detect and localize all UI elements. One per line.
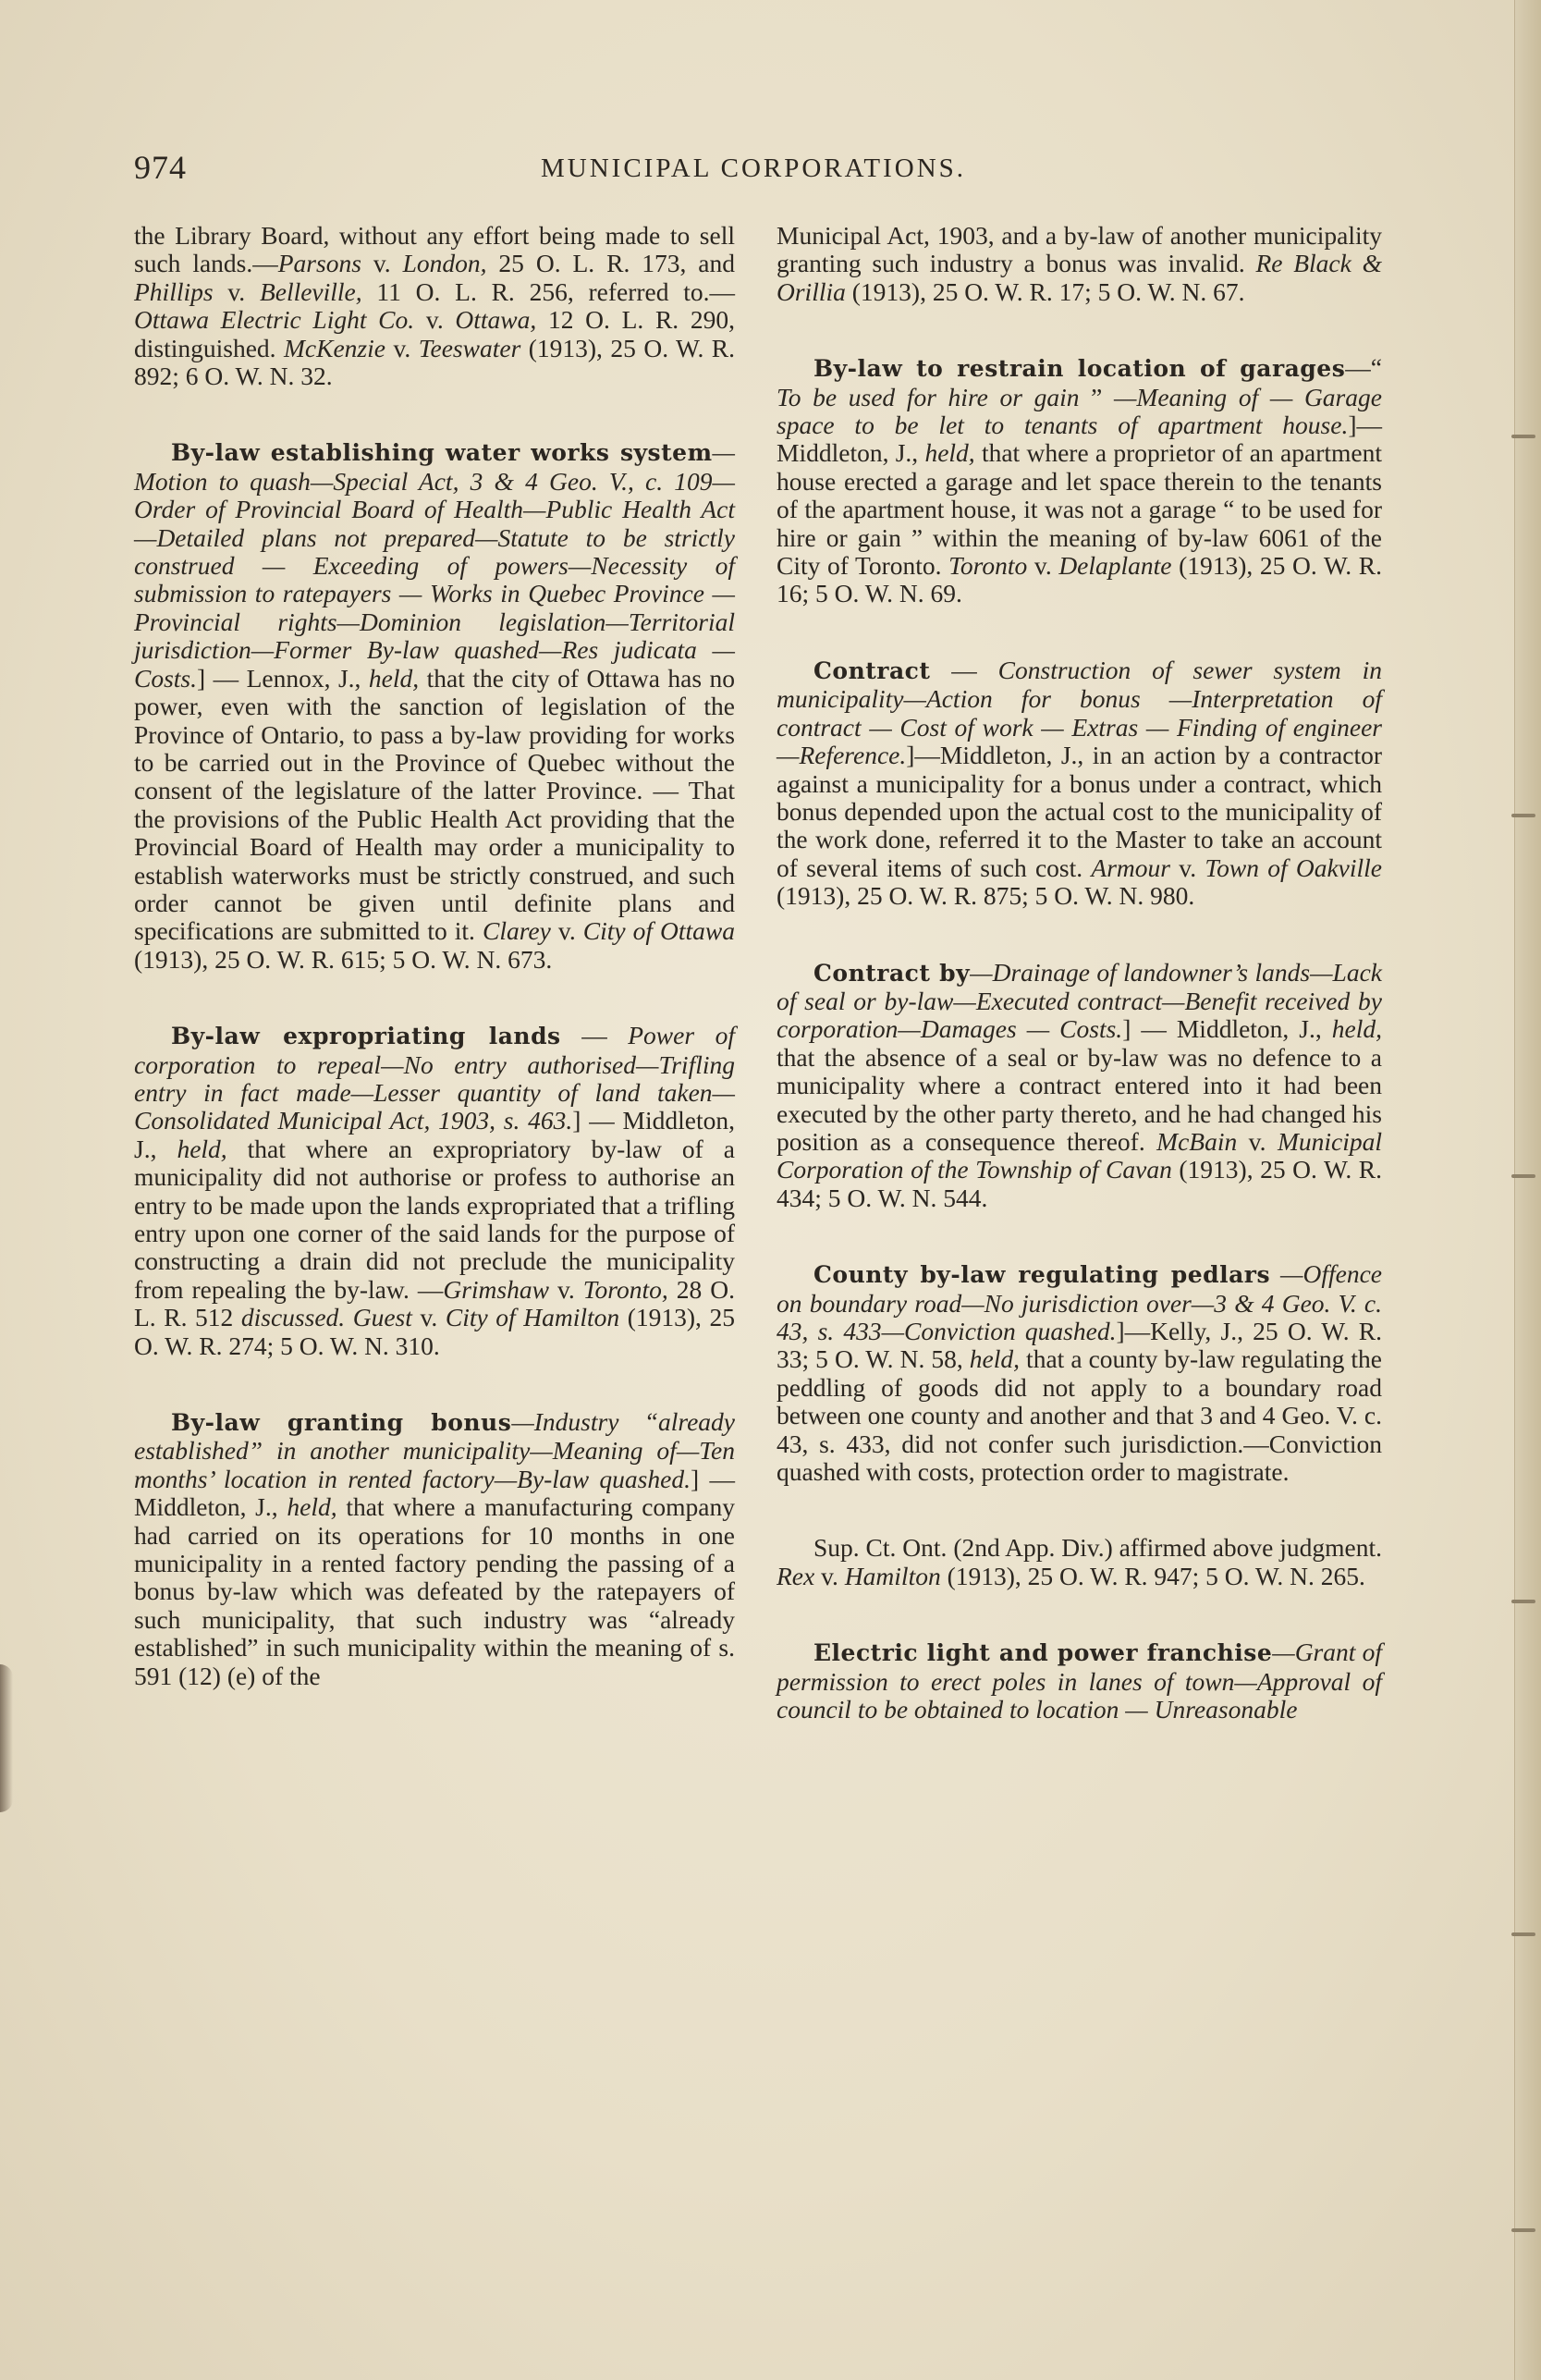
entry-text: Sup. Ct. Ont. (2nd App. Div.) affirmed above judgment.	[813, 1533, 1382, 1563]
entry-text: Town of Oakville	[1205, 853, 1382, 882]
entry-text: ] — Lennox, J.,	[197, 663, 369, 693]
edge-mark	[1511, 1932, 1535, 1936]
binding-shadow	[0, 1664, 13, 1812]
entry-text: Clarey	[482, 916, 551, 946]
entry-text: —Drainage of landowner’s lands—Lack of seal or by-law—Executed contract—Benefit received by corporation—Damages — Costs.	[777, 957, 1382, 1044]
entry-text: Phillips	[134, 276, 214, 306]
digest-entry-cont-municipal-act	[777, 222, 1382, 306]
digest-entry-by-law-expropriating	[134, 1022, 735, 1360]
entry-text: —	[930, 655, 998, 684]
edge-mark	[1511, 814, 1535, 817]
entry-text: held,	[924, 438, 975, 468]
entry-text: ]—Middleton, J.,	[777, 411, 1382, 468]
entry-text: Toronto,	[582, 1274, 668, 1304]
entry-text: (1913), 25 O. W. R. 17; 5 O. W. N. 67.	[845, 276, 1245, 306]
entry-text: held,	[177, 1134, 227, 1163]
entry-text: v.	[550, 916, 583, 946]
digest-entry-by-law-garages	[777, 354, 1382, 608]
entry-text: (1913), 25 O. W. R. 615; 5 O. W. N. 673.	[134, 944, 553, 974]
right-column	[777, 222, 1382, 1772]
digest-entry-contract-sewer	[777, 656, 1382, 911]
entry-text: that where a manufacturing company had carried on its operations for 10 months in one municipality in a rented factory pending the passing of a bonus by-law which was defeated by the ratepayers of such municipality, that such industry was “already established” in such municipality within the meaning of s. 591 (12) (e) of the	[134, 1492, 735, 1690]
entry-text: v.	[385, 333, 419, 362]
entry-text: the Library Board, without any effort being made to sell such lands.—	[134, 221, 735, 278]
entry-text: that where an expropriatory by-law of a municipality did not authorise or profess to authorise an entry to be made upon the lands expropriated that a trifling entry upon one corner of the said lands for the purpose of constructing a drain did not preclude the municipality from repealing the by-law. —	[134, 1134, 736, 1304]
entry-text: held,	[969, 1344, 1021, 1374]
entry-text: v.	[411, 1303, 446, 1332]
entry-text: v.	[213, 276, 260, 306]
entry-text: Grimshaw	[443, 1274, 549, 1304]
entry-heading: By-law to restrain location of garages	[813, 355, 1346, 383]
entry-text: Municipal Act, 1903, and a by-law of another municipality granting such industry a bonus was invalid.	[777, 221, 1382, 278]
entry-text: (1913), 25 O. W. R. 892; 6 O. W. N. 32.	[134, 333, 736, 391]
entry-text: v.	[814, 1561, 845, 1590]
entry-text: ] —Middleton, J.,	[134, 1464, 735, 1522]
entry-text: (1913), 25 O. W. R. 947; 5 O. W. N. 265.	[940, 1561, 1365, 1590]
digest-entry-county-by-law-pedlars-appeal	[777, 1534, 1382, 1590]
entry-text: v.	[1027, 551, 1059, 581]
entry-text: Ottawa Electric Light Co.	[134, 305, 415, 335]
entry-text: Delaplante	[1058, 551, 1172, 581]
entry-text: ] — Middleton, J.,	[134, 1106, 735, 1163]
entry-text: (1913), 25 O. W. R. 16; 5 O. W. N. 69.	[777, 551, 1382, 608]
entry-text: Construction of sewer system in municipality—Action for bonus —Interpretation of contract — Cost of work — Extras — Finding of engineer—Reference.	[777, 655, 1382, 770]
digest-entry-electric-light-franchise	[777, 1638, 1382, 1724]
entry-text: v.	[548, 1274, 583, 1304]
edge-mark	[1511, 1600, 1535, 1603]
entry-text: To be used for hire or gain	[777, 382, 1080, 411]
digest-entry-cont-library-board	[134, 222, 735, 390]
entry-text: —Industry “already established” in another municipality—Meaning of—Ten months’ location in rented factory—By-law quashed.	[134, 1407, 735, 1493]
entry-text: ]—Kelly, J., 25 O. W. R. 33; 5 O. W. N. 58,	[777, 1317, 1382, 1374]
entry-text: that the city of Ottawa has no power, even with the sanction of legislation of the Province of Ontario, to pass a by-law providing for works to be carried out in the Province of Quebec without the consent of the legislature of the latter Province. — That the provisions of the Public Health Act providing that the Provincial Board of Health may order a municipality to establish waterworks must be strictly construed, and such order cannot be given until definite plans and specifications are submitted to it.	[134, 663, 735, 946]
entry-text: City of Ottawa	[582, 916, 736, 946]
entry-text: ]—Middleton, J., in an action by a contractor against a municipality for a bonus under a contract, which bonus depended upon the actual cost to the municipality of the work done, referred it to the Master to take an account of several items of such cost.	[777, 741, 1382, 882]
entry-text: held,	[368, 663, 420, 693]
entry-text: that the absence of a seal or by-law was no defence to a municipality where a contract entered into it had been executed by the other party thereto, and he had changed his position as a consequence thereof.	[777, 1042, 1382, 1156]
entry-heading: Contract	[813, 656, 931, 684]
entry-text: 28 O. L. R. 512	[134, 1274, 735, 1332]
entry-text: McKenzie	[284, 333, 385, 362]
edge-mark	[1511, 2228, 1535, 2232]
entry-text: Power of corporation to repeal—No entry authorised—Trifling entry in fact made—Lesser quantity of land taken—Consolidated Municipal Act, 1903, s. 463.	[134, 1021, 735, 1135]
entry-text: Belleville,	[259, 276, 362, 306]
entry-text: Hamilton	[844, 1561, 941, 1590]
entry-text: (1913), 25 O. W. R. 875; 5 O. W. N. 980.	[777, 881, 1195, 911]
page-number: 974	[134, 149, 187, 186]
entry-text: Re Black & Orillia	[777, 249, 1382, 306]
edge-mark	[1511, 1174, 1535, 1178]
entry-text: discussed. Guest	[240, 1303, 412, 1332]
entry-text: London,	[402, 249, 487, 278]
entry-text: v.	[414, 305, 456, 335]
digest-entry-by-law-granting-bonus	[134, 1408, 735, 1690]
entry-heading: By-law establishing water works system	[171, 439, 713, 467]
entry-text: Armour	[1091, 853, 1170, 882]
entry-text: v.	[1237, 1126, 1278, 1156]
entry-text: Parsons	[277, 249, 361, 278]
entry-text: held,	[287, 1492, 337, 1522]
entry-text: Municipal Corporation of the Township of Cavan	[777, 1126, 1382, 1184]
entry-text: —Grant of permission to erect poles in lanes of town—Approval of council to be obtained to location — Unreasonable	[777, 1638, 1383, 1724]
entry-text: (1913), 25 O. W. R. 274; 5 O. W. N. 310.	[134, 1303, 735, 1360]
entry-text: 25 O. L. R. 173, and	[486, 249, 735, 278]
entry-text: Toronto	[948, 551, 1028, 581]
entry-text: —Motion to quash—Special Act, 3 & 4 Geo. V., c. 109—Order of Provincial Board of Health—Public Health Act —Detailed plans not prepared—Statute to be strictly construed — Exceeding of powers—Necessity of submission to ratepayers — Works in Quebec Province — Provincial rights—Dominion legislation—Territorial jurisdiction—Former By-law quashed—Res judicata — Costs.	[134, 437, 735, 693]
entry-text: —“	[1345, 353, 1382, 383]
entry-text: Ottawa,	[455, 305, 537, 335]
entry-heading: By-law expropriating lands	[171, 1023, 561, 1050]
entry-text: —	[560, 1021, 629, 1050]
entry-text: that where a proprietor of an apartment house erected a garage and let space therein to the tenants of the apartment house, it was not a garage “ to be used for hire or gain ” within the meaning of by-law 6061 of the City of Toronto.	[777, 438, 1382, 581]
entry-text: —Offence on boundary road—No jurisdiction over—3 & 4 Geo. V. c. 43, s. 433—Conviction quashed.	[777, 1259, 1382, 1345]
entry-heading: Contract by	[813, 959, 971, 987]
entry-text: (1913), 25 O. W. R. 434; 5 O. W. N. 544.	[777, 1155, 1383, 1212]
entry-text: ”	[1079, 382, 1114, 411]
digest-entry-county-by-law-pedlars	[777, 1260, 1382, 1486]
entry-heading: By-law granting bonus	[171, 1409, 512, 1437]
digest-entry-by-law-water-works	[134, 438, 735, 974]
page-header	[134, 148, 1428, 203]
entry-text: City of Hamilton	[445, 1303, 620, 1332]
entry-heading: County by-law regulating pedlars	[813, 1261, 1271, 1289]
entry-text: Teeswater	[418, 333, 521, 362]
edge-mark	[1511, 435, 1535, 438]
book-page-edge	[1514, 0, 1541, 2380]
entry-text: v.	[1169, 853, 1205, 882]
entry-text: ] — Middleton, J.,	[1122, 1014, 1332, 1044]
entry-text: 12 O. L. R. 290, distinguished.	[134, 305, 735, 362]
entry-text: v.	[361, 249, 403, 278]
entry-heading: Electric light and power franchise	[813, 1639, 1273, 1667]
running-head: MUNICIPAL CORPORATIONS.	[541, 153, 967, 183]
left-column	[134, 222, 735, 1738]
digest-entry-contract-by	[777, 959, 1382, 1213]
entry-text: —Meaning of — Garage space to be let to tenants of apartment house.	[777, 382, 1382, 440]
entry-text: McBain	[1156, 1126, 1238, 1156]
entry-text: Rex	[777, 1561, 815, 1590]
entry-text: 11 O. L. R. 256, referred to.—	[361, 276, 735, 306]
entry-text: held,	[1331, 1014, 1382, 1044]
entry-text: that a county by-law regulating the peddling of goods did not apply to a boundary road between one county and another and that 3 and 4 Geo. V. c. 43, s. 433, did not confer such jurisdiction.—Conviction quashed with costs, protection order to magistrate.	[777, 1344, 1382, 1487]
